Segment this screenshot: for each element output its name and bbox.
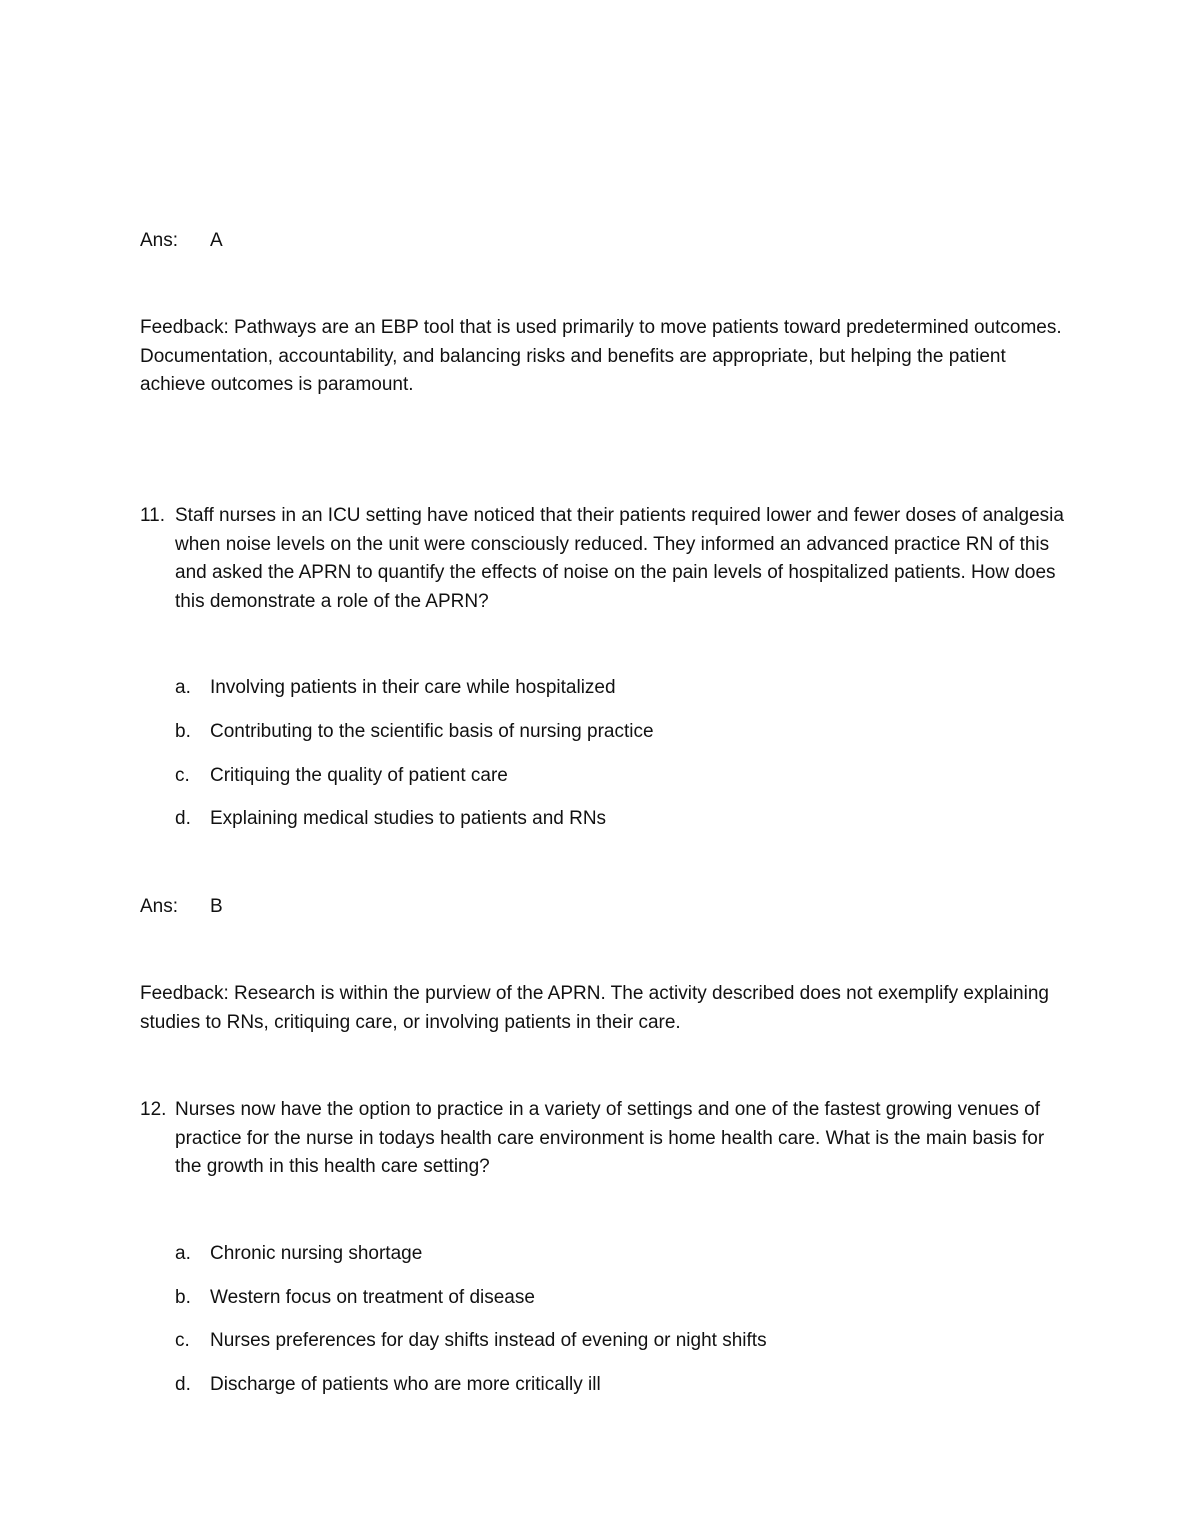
question-number: 11. xyxy=(140,505,166,526)
feedback-paragraph: Feedback: Pathways are an EBP tool that is used primarily to move patients toward predetermined outcomes. Documentation, accountability, and balancing risks and benefits are appropriate, but helping the patient achieve outcomes is paramount. xyxy=(140,317,1062,395)
answer-label: Ans: xyxy=(140,230,179,251)
option-text: Nurses preferences for day shifts instead of evening or night shifts xyxy=(210,1330,767,1351)
option-letter: a. xyxy=(175,677,191,698)
option-text: Contributing to the scientific basis of nursing practice xyxy=(210,721,654,742)
option-text: Western focus on treatment of disease xyxy=(210,1287,535,1308)
option-letter: c. xyxy=(175,1330,190,1351)
option-text: Explaining medical studies to patients and RNs xyxy=(210,808,607,829)
option-text: Chronic nursing shortage xyxy=(210,1243,423,1264)
question-text: Nurses now have the option to practice in a variety of settings and one of the fastest growing venues of practice for the nurse in todays health care environment is home health care. What is the main basis for the growth in this health care setting? xyxy=(175,1099,1045,1177)
question-number: 12. xyxy=(140,1099,167,1120)
option-text: Involving patients in their care while hospitalized xyxy=(210,677,616,698)
option-letter: b. xyxy=(175,721,191,742)
answer-value: B xyxy=(210,896,223,917)
option-letter: c. xyxy=(175,765,190,786)
feedback-paragraph: Feedback: Research is within the purview of the APRN. The activity described does not exemplify explaining studies to RNs, critiquing care, or involving patients in their care. xyxy=(140,983,1049,1033)
option-letter: d. xyxy=(175,1374,191,1395)
option-text: Critiquing the quality of patient care xyxy=(210,765,508,786)
question-text: Staff nurses in an ICU setting have noticed that their patients required lower and fewer doses of analgesia when noise levels on the unit were consciously reduced. They informed an advanced practice RN of this and asked the APRN to quantify the effects of noise on the pain levels of hospitalized patients. How does this demonstrate a role of the APRN? xyxy=(175,505,1064,612)
answer-value: A xyxy=(210,230,223,251)
option-letter: b. xyxy=(175,1287,191,1308)
option-letter: a. xyxy=(175,1243,191,1264)
option-text: Discharge of patients who are more critically ill xyxy=(210,1374,601,1395)
answer-label: Ans: xyxy=(140,896,179,917)
option-letter: d. xyxy=(175,808,191,829)
